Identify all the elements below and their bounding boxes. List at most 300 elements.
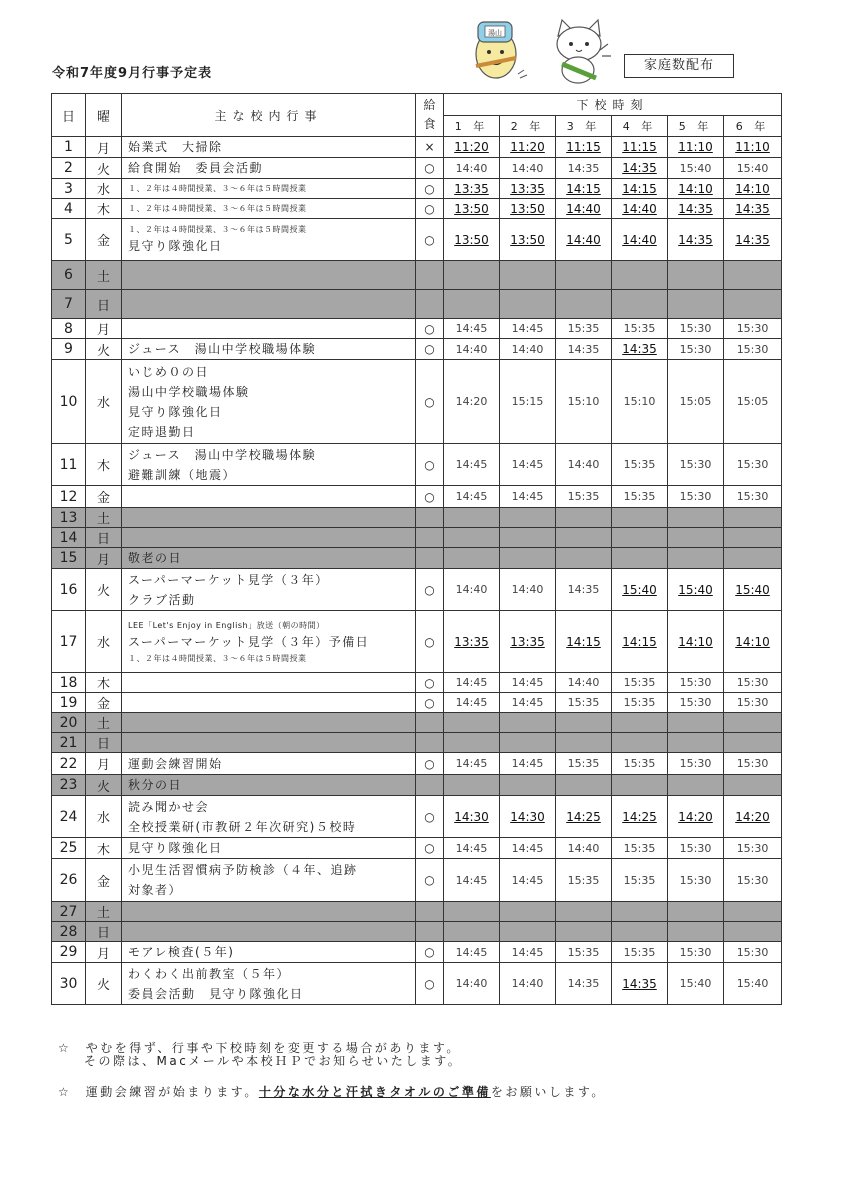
dismissal-time-cell: 13:35 xyxy=(444,611,500,673)
table-row xyxy=(52,569,782,611)
lunch-cell: ○ xyxy=(416,796,444,838)
header-events: 主な校内行事 xyxy=(122,94,416,137)
dismissal-time-cell: 15:40 xyxy=(668,569,724,611)
dismissal-time-cell: 14:45 xyxy=(444,693,500,713)
dismissal-time-cell: 13:50 xyxy=(444,199,500,219)
day-number-cell: 2 xyxy=(52,158,86,179)
dismissal-time-cell xyxy=(724,261,782,290)
table-row xyxy=(52,733,782,753)
star-mark: ☆ xyxy=(58,1041,72,1055)
weekday-cell: 日 xyxy=(86,733,122,753)
dismissal-time-cell xyxy=(500,902,556,922)
dismissal-time-cell: 14:10 xyxy=(668,179,724,199)
events-cell xyxy=(122,796,416,838)
dismissal-time-cell: 14:15 xyxy=(556,611,612,673)
events-cell xyxy=(122,673,416,693)
events-cell xyxy=(122,199,416,219)
header-lunch: 給食 xyxy=(416,94,444,137)
dismissal-time-cell: 14:15 xyxy=(556,179,612,199)
day-number-cell: 29 xyxy=(52,942,86,963)
event-line: モアレ検査(５年) xyxy=(128,945,235,959)
dismissal-time-cell: 14:35 xyxy=(612,339,668,360)
dismissal-time-cell: 14:10 xyxy=(724,611,782,673)
note-2-post: をお願いします。 xyxy=(490,1085,606,1099)
events-cell xyxy=(122,158,416,179)
header-weekday: 曜 xyxy=(86,94,122,137)
weekday-cell: 月 xyxy=(86,137,122,158)
table-row xyxy=(52,673,782,693)
dismissal-time-cell: 15:30 xyxy=(668,859,724,902)
cat-mascot-illustration xyxy=(544,14,616,86)
dismissal-time-cell: 15:35 xyxy=(612,693,668,713)
dismissal-time-cell: 14:45 xyxy=(444,838,500,859)
table-row xyxy=(52,137,782,158)
dismissal-time-cell xyxy=(444,775,500,796)
dismissal-time-cell: 15:30 xyxy=(668,673,724,693)
dismissal-time-cell: 14:25 xyxy=(556,796,612,838)
dismissal-time-cell xyxy=(556,508,612,528)
weekday-cell: 月 xyxy=(86,942,122,963)
events-cell xyxy=(122,179,416,199)
table-row xyxy=(52,290,782,319)
lunch-cell: ○ xyxy=(416,219,444,261)
dismissal-time-cell: 14:45 xyxy=(444,486,500,508)
weekday-cell: 金 xyxy=(86,486,122,508)
dismissal-time-cell xyxy=(444,733,500,753)
weekday-cell: 水 xyxy=(86,796,122,838)
note-1-line-2: その際は、Macメールや本校ＨＰでお知らせいたします。 xyxy=(84,1054,463,1068)
dismissal-time-cell: 14:45 xyxy=(500,942,556,963)
dismissal-time-cell: 14:30 xyxy=(500,796,556,838)
dismissal-time-cell xyxy=(556,548,612,569)
grade-4-header: 4 年 xyxy=(612,116,668,137)
dismissal-time-cell: 14:40 xyxy=(556,838,612,859)
dismissal-time-cell: 14:35 xyxy=(556,339,612,360)
dismissal-time-cell: 15:35 xyxy=(556,693,612,713)
dismissal-time-cell: 11:15 xyxy=(556,137,612,158)
weekday-cell: 日 xyxy=(86,922,122,942)
dismissal-time-cell: 15:35 xyxy=(612,942,668,963)
events-cell xyxy=(122,528,416,548)
dismissal-time-cell: 14:45 xyxy=(444,444,500,486)
day-number-cell: 26 xyxy=(52,859,86,902)
dismissal-time-cell xyxy=(444,290,500,319)
dismissal-time-cell: 14:45 xyxy=(500,444,556,486)
dismissal-time-cell: 15:30 xyxy=(724,319,782,339)
events-cell xyxy=(122,963,416,1005)
dismissal-time-cell xyxy=(612,290,668,319)
dismissal-time-cell: 14:35 xyxy=(556,963,612,1005)
dismissal-time-cell xyxy=(500,713,556,733)
day-number-cell: 11 xyxy=(52,444,86,486)
day-number-cell: 27 xyxy=(52,902,86,922)
dismissal-time-cell: 15:35 xyxy=(612,319,668,339)
day-number-cell: 20 xyxy=(52,713,86,733)
dismissal-time-cell xyxy=(444,508,500,528)
dismissal-time-cell: 15:40 xyxy=(724,158,782,179)
day-number-cell: 24 xyxy=(52,796,86,838)
event-line: １、２年は４時間授業、３～６年は５時間授業 xyxy=(128,653,307,663)
dismissal-time-cell: 14:20 xyxy=(724,796,782,838)
dismissal-time-cell xyxy=(724,713,782,733)
event-line: １、２年は４時間授業、３～６年は５時間授業 xyxy=(128,204,307,213)
grade-1-header: 1 年 xyxy=(444,116,500,137)
dismissal-time-cell: 13:50 xyxy=(500,199,556,219)
table-row xyxy=(52,219,782,261)
events-cell xyxy=(122,444,416,486)
event-line: 定時退勤日 xyxy=(128,424,196,439)
dismissal-time-cell xyxy=(444,922,500,942)
lunch-cell xyxy=(416,528,444,548)
event-line: 秋分の日 xyxy=(128,778,183,792)
dismissal-time-cell: 15:30 xyxy=(724,859,782,902)
day-number-cell: 21 xyxy=(52,733,86,753)
weekday-cell: 木 xyxy=(86,444,122,486)
dismissal-time-cell: 13:35 xyxy=(500,179,556,199)
day-number-cell: 28 xyxy=(52,922,86,942)
dismissal-time-cell: 15:05 xyxy=(668,360,724,444)
lunch-cell: ○ xyxy=(416,199,444,219)
dismissal-time-cell xyxy=(724,508,782,528)
day-number-cell: 13 xyxy=(52,508,86,528)
events-cell xyxy=(122,713,416,733)
dismissal-time-cell xyxy=(556,922,612,942)
table-row xyxy=(52,261,782,290)
table-row xyxy=(52,444,782,486)
dismissal-time-cell xyxy=(612,261,668,290)
weekday-cell: 火 xyxy=(86,158,122,179)
day-number-cell: 3 xyxy=(52,179,86,199)
dismissal-time-cell xyxy=(500,922,556,942)
dismissal-time-cell xyxy=(500,261,556,290)
day-number-cell: 8 xyxy=(52,319,86,339)
dismissal-time-cell xyxy=(556,775,612,796)
day-number-cell: 25 xyxy=(52,838,86,859)
table-row xyxy=(52,713,782,733)
grade-3-header: 3 年 xyxy=(556,116,612,137)
lunch-cell: ○ xyxy=(416,859,444,902)
event-line: LEE「Let's Enjoy in English」放送（朝の時間） xyxy=(128,620,325,630)
events-cell xyxy=(122,290,416,319)
day-number-cell: 23 xyxy=(52,775,86,796)
table-row xyxy=(52,693,782,713)
dismissal-time-cell: 14:45 xyxy=(500,838,556,859)
dismissal-time-cell: 14:45 xyxy=(444,942,500,963)
dismissal-time-cell: 14:45 xyxy=(500,486,556,508)
events-cell xyxy=(122,859,416,902)
lunch-cell xyxy=(416,261,444,290)
dismissal-time-cell xyxy=(500,733,556,753)
dismissal-time-cell: 14:20 xyxy=(444,360,500,444)
weekday-cell: 日 xyxy=(86,290,122,319)
dismissal-time-cell: 15:30 xyxy=(724,444,782,486)
event-line: 対象者） xyxy=(128,883,183,897)
dismissal-time-cell: 14:40 xyxy=(500,339,556,360)
dismissal-time-cell: 15:30 xyxy=(668,838,724,859)
dismissal-time-cell: 11:10 xyxy=(668,137,724,158)
dismissal-time-cell: 14:40 xyxy=(500,963,556,1005)
table-row xyxy=(52,902,782,922)
lunch-cell xyxy=(416,733,444,753)
dismissal-time-cell: 15:30 xyxy=(724,673,782,693)
dismissal-time-cell: 15:35 xyxy=(556,753,612,775)
grade-2-header: 2 年 xyxy=(500,116,556,137)
weekday-cell: 月 xyxy=(86,319,122,339)
lunch-cell: ○ xyxy=(416,753,444,775)
event-line: スーパーマーケット見学（３年）予備日 xyxy=(128,634,370,649)
dismissal-time-cell xyxy=(556,261,612,290)
events-cell xyxy=(122,569,416,611)
event-line: １、２年は４時間授業、３～６年は５時間授業 xyxy=(128,225,307,234)
events-cell xyxy=(122,733,416,753)
weekday-cell: 火 xyxy=(86,569,122,611)
events-cell xyxy=(122,611,416,673)
dismissal-time-cell: 15:35 xyxy=(612,673,668,693)
dismissal-time-cell: 14:10 xyxy=(724,179,782,199)
dismissal-time-cell: 15:40 xyxy=(668,158,724,179)
table-row xyxy=(52,942,782,963)
schedule-rows xyxy=(52,137,782,1005)
event-line: 給食開始 委員会活動 xyxy=(128,161,264,175)
event-line: わくわく出前教室（５年） xyxy=(128,966,291,981)
weekday-cell: 水 xyxy=(86,360,122,444)
event-line: 委員会活動 見守り隊強化日 xyxy=(128,986,304,1001)
note-2-pre: 運動会練習が始まります。 xyxy=(85,1085,259,1099)
dismissal-time-cell: 15:10 xyxy=(612,360,668,444)
lunch-cell xyxy=(416,508,444,528)
dismissal-time-cell xyxy=(556,733,612,753)
day-number-cell: 14 xyxy=(52,528,86,548)
table-row xyxy=(52,179,782,199)
day-number-cell: 7 xyxy=(52,290,86,319)
event-line: 湯山中学校職場体験 xyxy=(128,384,250,399)
weekday-cell: 火 xyxy=(86,963,122,1005)
weekday-cell: 日 xyxy=(86,528,122,548)
day-number-cell: 9 xyxy=(52,339,86,360)
dismissal-time-cell: 14:40 xyxy=(556,199,612,219)
dismissal-time-cell xyxy=(668,548,724,569)
event-line: 見守り隊強化日 xyxy=(128,404,223,419)
events-cell xyxy=(122,922,416,942)
day-number-cell: 22 xyxy=(52,753,86,775)
lunch-cell: ○ xyxy=(416,360,444,444)
lunch-cell: ○ xyxy=(416,942,444,963)
dismissal-time-cell: 14:45 xyxy=(500,753,556,775)
day-number-cell: 4 xyxy=(52,199,86,219)
dismissal-time-cell: 15:05 xyxy=(724,360,782,444)
dismissal-time-cell xyxy=(668,528,724,548)
lunch-cell: ○ xyxy=(416,611,444,673)
day-number-cell: 12 xyxy=(52,486,86,508)
dismissal-time-cell: 11:20 xyxy=(500,137,556,158)
table-row xyxy=(52,796,782,838)
dismissal-time-cell xyxy=(612,733,668,753)
dismissal-time-cell xyxy=(444,713,500,733)
dismissal-time-cell xyxy=(444,261,500,290)
dismissal-time-cell: 14:10 xyxy=(668,611,724,673)
dismissal-time-cell: 15:35 xyxy=(556,319,612,339)
dismissal-time-cell: 15:30 xyxy=(724,693,782,713)
events-cell xyxy=(122,508,416,528)
dismissal-time-cell xyxy=(556,902,612,922)
event-line: クラブ活動 xyxy=(128,592,196,607)
dismissal-time-cell: 11:10 xyxy=(724,137,782,158)
events-cell xyxy=(122,137,416,158)
event-line: 運動会練習開始 xyxy=(128,756,223,771)
event-line: 小児生活習慣病予防検診（４年、追跡 xyxy=(128,863,358,877)
lunch-cell xyxy=(416,548,444,569)
dismissal-time-cell: 14:35 xyxy=(668,219,724,261)
event-line: ジュース 湯山中学校職場体験 xyxy=(128,342,317,356)
dismissal-time-cell: 15:30 xyxy=(668,444,724,486)
events-cell xyxy=(122,360,416,444)
dismissal-time-cell xyxy=(500,548,556,569)
events-cell xyxy=(122,753,416,775)
dismissal-time-cell: 14:35 xyxy=(556,158,612,179)
day-number-cell: 6 xyxy=(52,261,86,290)
lunch-cell: ○ xyxy=(416,444,444,486)
weekday-cell: 土 xyxy=(86,508,122,528)
dismissal-time-cell: 15:10 xyxy=(556,360,612,444)
table-row xyxy=(52,922,782,942)
table-row xyxy=(52,963,782,1005)
dismissal-time-cell: 15:40 xyxy=(668,963,724,1005)
dismissal-time-cell xyxy=(724,548,782,569)
dismissal-time-cell: 14:35 xyxy=(668,199,724,219)
dismissal-time-cell: 14:45 xyxy=(500,693,556,713)
dismissal-time-cell xyxy=(668,290,724,319)
events-cell xyxy=(122,548,416,569)
dismissal-time-cell xyxy=(668,902,724,922)
dismissal-time-cell: 13:50 xyxy=(500,219,556,261)
dismissal-time-cell: 15:30 xyxy=(668,319,724,339)
event-line: 全校授業研(市教研２年次研究)５校時 xyxy=(128,819,357,834)
event-line: 敬老の日 xyxy=(128,551,183,565)
lunch-cell: × xyxy=(416,137,444,158)
event-line: １、２年は４時間授業、３～６年は５時間授業 xyxy=(128,184,307,193)
lunch-cell xyxy=(416,775,444,796)
dismissal-time-cell: 14:40 xyxy=(444,158,500,179)
weekday-cell: 金 xyxy=(86,219,122,261)
events-cell xyxy=(122,219,416,261)
dismissal-time-cell xyxy=(612,548,668,569)
dismissal-time-cell: 15:35 xyxy=(556,942,612,963)
event-line: 見守り隊強化日 xyxy=(128,841,223,855)
weekday-cell: 木 xyxy=(86,673,122,693)
table-row xyxy=(52,199,782,219)
dismissal-time-cell: 14:15 xyxy=(612,179,668,199)
dismissal-time-cell: 14:45 xyxy=(444,319,500,339)
lunch-cell xyxy=(416,922,444,942)
dismissal-time-cell: 15:30 xyxy=(724,486,782,508)
weekday-cell: 水 xyxy=(86,611,122,673)
lunch-cell xyxy=(416,290,444,319)
lunch-cell: ○ xyxy=(416,339,444,360)
dismissal-time-cell: 14:40 xyxy=(556,444,612,486)
dismissal-time-cell xyxy=(556,290,612,319)
day-number-cell: 5 xyxy=(52,219,86,261)
header-dismissal: 下校時刻 xyxy=(444,94,782,116)
table-row xyxy=(52,611,782,673)
lunch-cell: ○ xyxy=(416,319,444,339)
dismissal-time-cell xyxy=(724,528,782,548)
events-cell xyxy=(122,902,416,922)
dismissal-time-cell: 15:30 xyxy=(668,753,724,775)
dismissal-time-cell: 15:35 xyxy=(612,486,668,508)
dismissal-time-cell xyxy=(444,548,500,569)
dismissal-time-cell xyxy=(724,290,782,319)
dismissal-time-cell: 14:45 xyxy=(500,319,556,339)
dismissal-time-cell: 15:40 xyxy=(724,569,782,611)
event-line: 見守り隊強化日 xyxy=(128,239,223,253)
events-cell xyxy=(122,319,416,339)
event-line: 避難訓練（地震） xyxy=(128,467,237,482)
dismissal-time-cell xyxy=(612,902,668,922)
table-row xyxy=(52,753,782,775)
dismissal-time-cell xyxy=(500,290,556,319)
events-cell xyxy=(122,693,416,713)
weekday-cell: 月 xyxy=(86,753,122,775)
dismissal-time-cell: 14:15 xyxy=(612,611,668,673)
dismissal-time-cell: 14:40 xyxy=(444,569,500,611)
lunch-cell xyxy=(416,713,444,733)
dismissal-time-cell xyxy=(612,922,668,942)
dismissal-time-cell xyxy=(668,261,724,290)
notes xyxy=(58,1042,606,1099)
dismissal-time-cell: 15:35 xyxy=(612,753,668,775)
dismissal-time-cell: 15:30 xyxy=(724,942,782,963)
dismissal-time-cell: 14:40 xyxy=(556,673,612,693)
dismissal-time-cell: 14:45 xyxy=(500,673,556,693)
dismissal-time-cell: 14:30 xyxy=(444,796,500,838)
dismissal-time-cell: 14:35 xyxy=(724,219,782,261)
distribution-label: 家庭数配布 xyxy=(624,54,734,78)
day-number-cell: 30 xyxy=(52,963,86,1005)
dismissal-time-cell: 15:40 xyxy=(724,963,782,1005)
day-number-cell: 18 xyxy=(52,673,86,693)
dismissal-time-cell: 11:20 xyxy=(444,137,500,158)
note-1-line-1: やむを得ず、行事や下校時刻を変更する場合があります。 xyxy=(85,1041,461,1055)
day-number-cell: 1 xyxy=(52,137,86,158)
dismissal-time-cell xyxy=(668,733,724,753)
table-row xyxy=(52,486,782,508)
dismissal-time-cell: 15:35 xyxy=(556,859,612,902)
dismissal-time-cell: 14:45 xyxy=(444,753,500,775)
dismissal-time-cell: 14:20 xyxy=(668,796,724,838)
events-cell xyxy=(122,942,416,963)
weekday-cell: 木 xyxy=(86,838,122,859)
dismissal-time-cell: 14:35 xyxy=(612,158,668,179)
day-number-cell: 19 xyxy=(52,693,86,713)
dismissal-time-cell: 14:35 xyxy=(724,199,782,219)
dismissal-time-cell: 11:15 xyxy=(612,137,668,158)
dismissal-time-cell: 15:30 xyxy=(668,693,724,713)
table-row xyxy=(52,158,782,179)
dismissal-time-cell xyxy=(668,713,724,733)
dismissal-time-cell: 14:35 xyxy=(612,963,668,1005)
dismissal-time-cell xyxy=(668,922,724,942)
event-line: スーパーマーケット見学（３年） xyxy=(128,572,329,587)
dismissal-time-cell xyxy=(556,713,612,733)
mascot-badge-text: 湯山 xyxy=(488,29,502,37)
dismissal-time-cell: 14:40 xyxy=(500,158,556,179)
lunch-cell: ○ xyxy=(416,179,444,199)
page-title: 令和7年度9月行事予定表 xyxy=(52,66,213,81)
dismissal-time-cell: 15:40 xyxy=(612,569,668,611)
dismissal-time-cell: 15:30 xyxy=(668,339,724,360)
lunch-cell: ○ xyxy=(416,963,444,1005)
events-cell xyxy=(122,775,416,796)
